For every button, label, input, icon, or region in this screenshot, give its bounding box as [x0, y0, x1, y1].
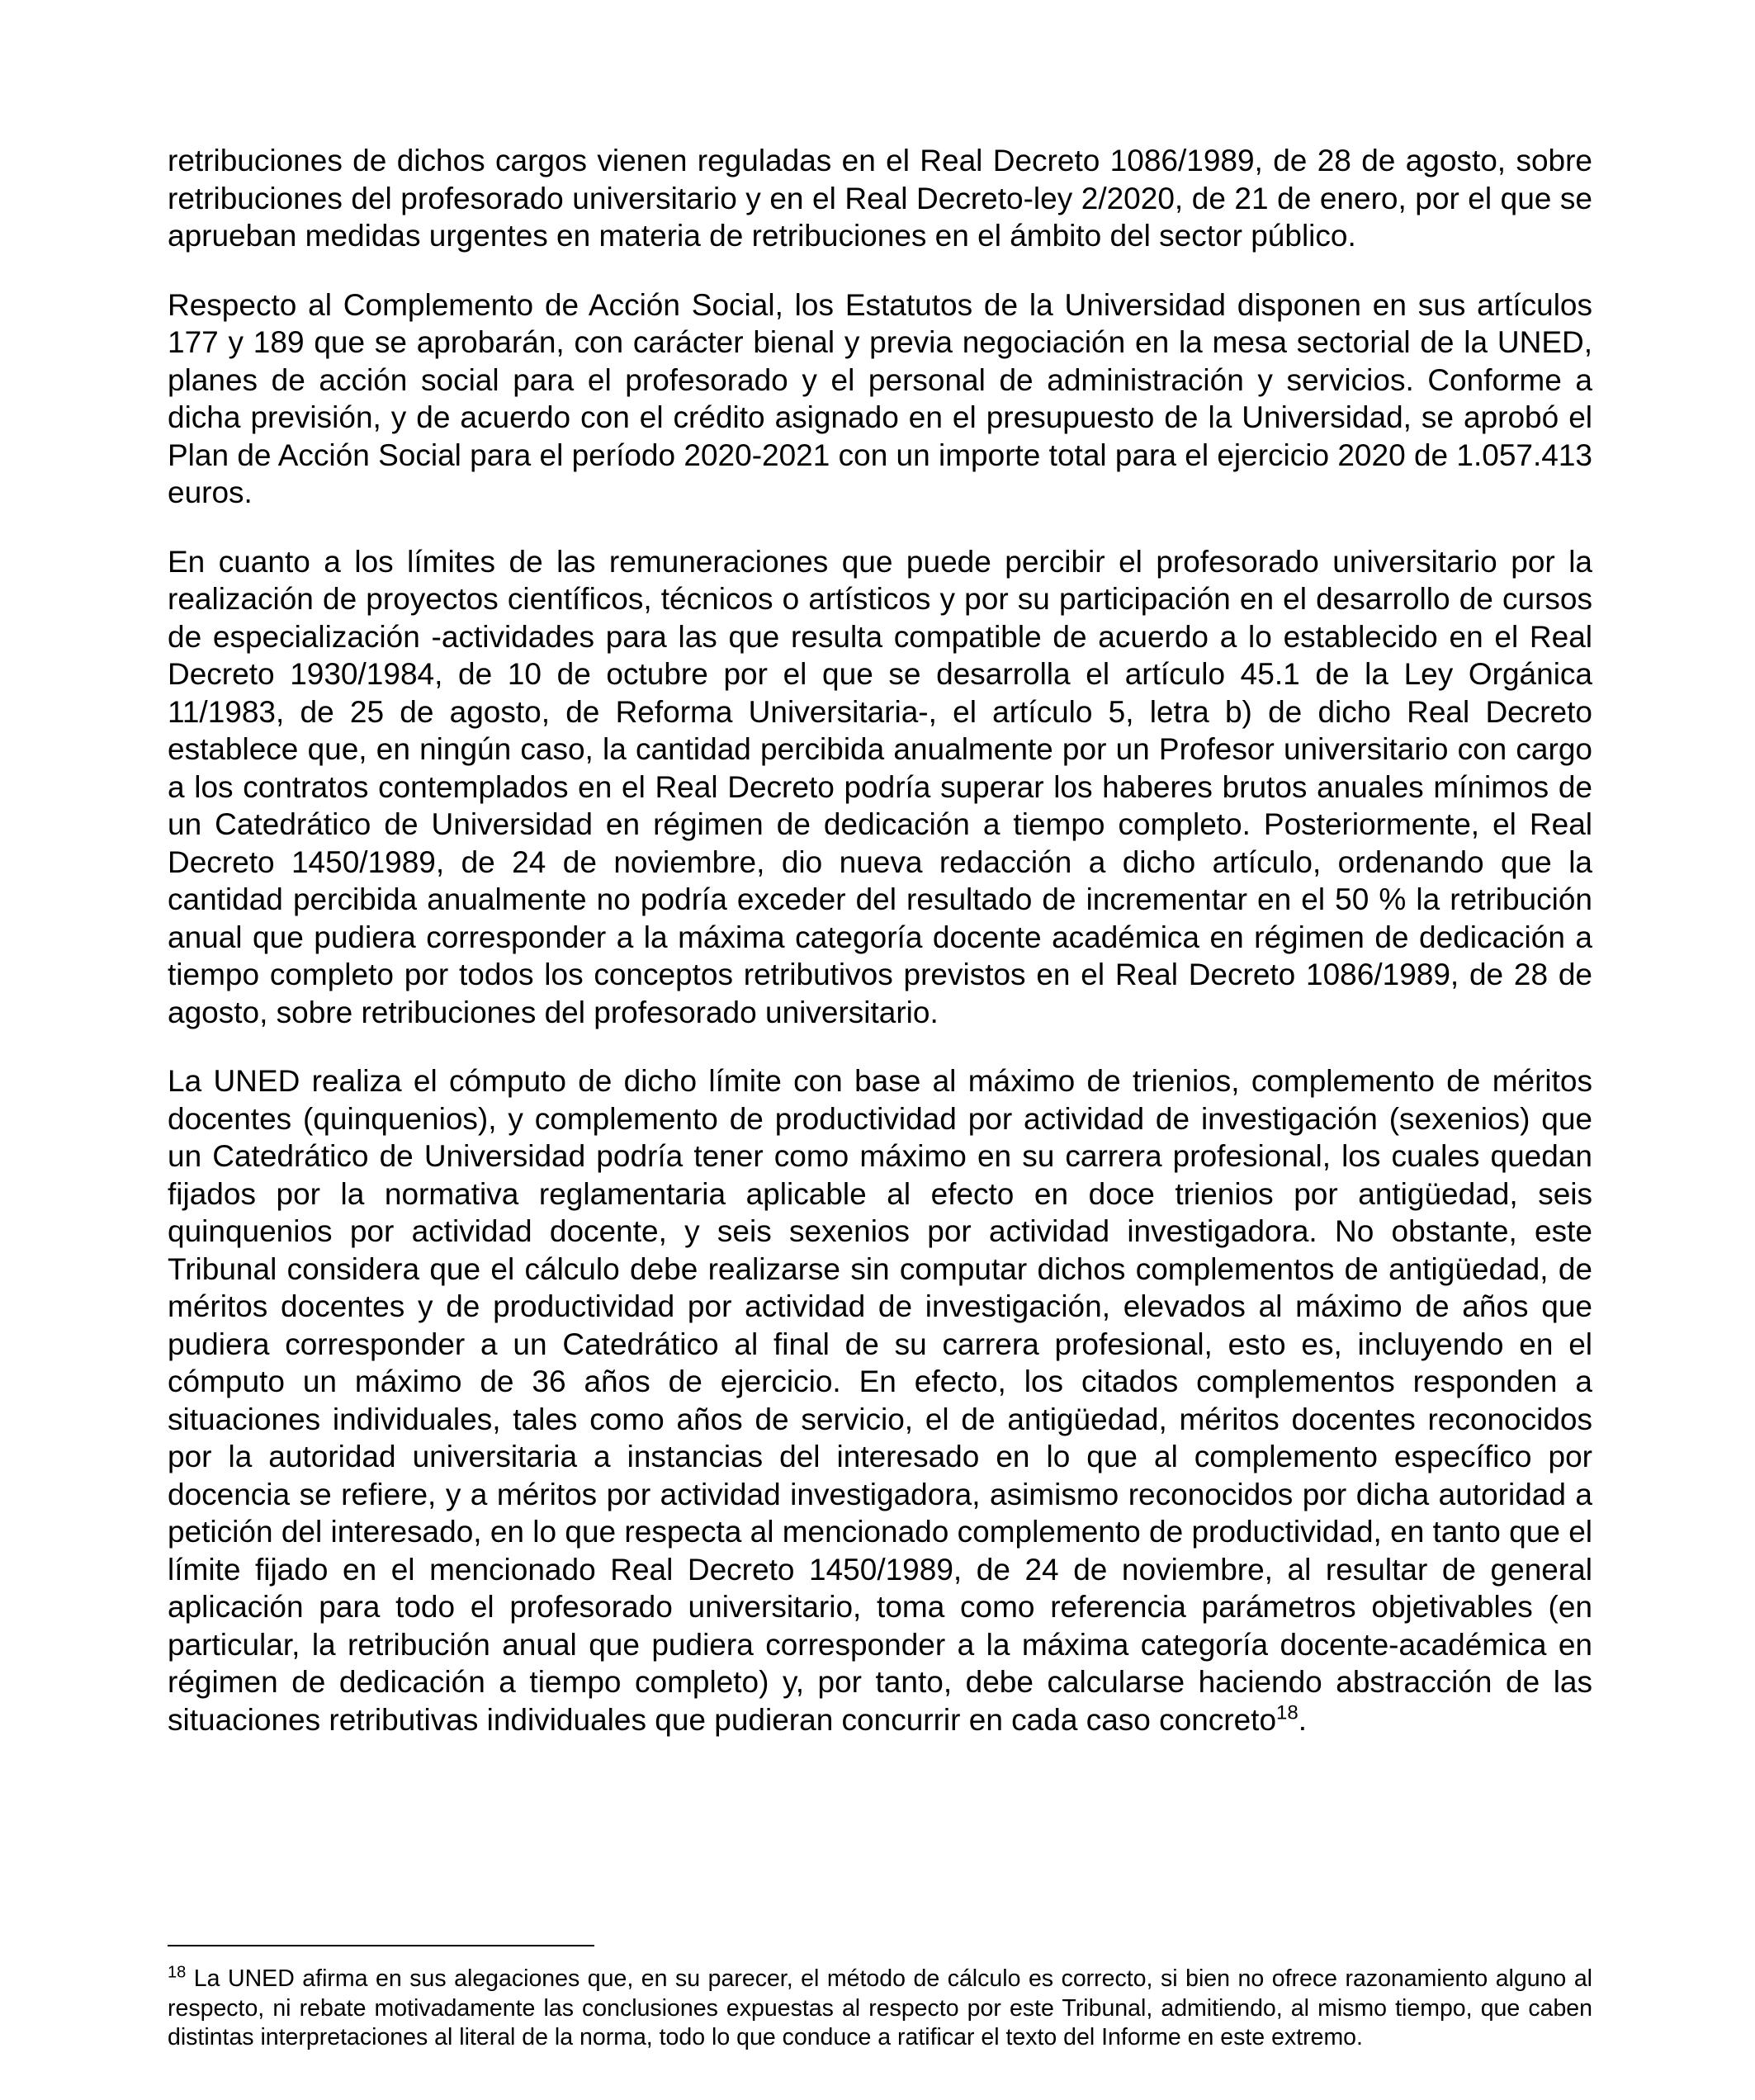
paragraph-computo-end: .	[1298, 1702, 1308, 1737]
paragraph-accion-social: Respecto al Complemento de Acción Social, los Estatutos de la Universidad disponen en sus artículos 177 y 189 que se aprobarán, con carácter bienal y previa negociación en la mesa sectorial de la UNED, planes de acción social para el profesorado y el personal de administración y servicios. Conforme a dicha previsión, y de acuerdo con el crédito asignado en el presupuesto de la Universidad, se aprobó el Plan de Acción Social para el período 2020-2021 con un importe total para el ejercicio 2020 de 1.057.413 euros.	[168, 287, 1592, 509]
paragraph-computo-limite	[168, 1062, 1592, 1738]
footnote-18	[168, 1965, 1592, 2053]
footnote-separator	[168, 1945, 594, 1946]
paragraph-retribuciones: retribuciones de dichos cargos vienen reguladas en el Real Decreto 1086/1989, de 28 de agosto, sobre retribuciones del profesorado universitario y en el Real Decreto-ley 2/2020, de 21 de enero, por el que se aprueban medidas urgentes en materia de retribuciones en el ámbito del sector público.	[168, 144, 1592, 253]
document-body	[168, 142, 1592, 1770]
footnote-area	[168, 1945, 1592, 2053]
footnote-reference[interactable]: 18	[1276, 1701, 1299, 1724]
paragraph-computo-text: La UNED realiza el cómputo de dicho límite con base al máximo de trienios, complemento de méritos docentes (quinquenios), y complemento de productividad por actividad de investigación (sexenios) que un Catedrático de Universidad podría tener como máximo en su carrera profesional, los cuales quedan fijados por la normativa reglamentaria aplicable al efecto en doce trienios por antigüedad, seis quinquenios por actividad docente, y seis sexenios por actividad investigadora. No obstante, este Tribunal considera que el cálculo debe realizarse sin computar dichos complementos de antigüedad, de méritos docentes y de productividad por actividad de investigación, elevados al máximo de años que pudiera corresponder a un Catedrático al final de su carrera profesional, esto es, incluyendo en el cómputo un máximo de 36 años de ejercicio. En efecto, los citados complementos responden a situaciones individuales, tales como años de servicio, el de antigüedad, méritos docentes reconocidos por la autoridad universitaria a instancias del interesado en lo que al complemento específico por docencia se refiere, y a méritos por actividad investigadora, asimismo reconocidos por dicha autoridad a petición del interesado, en lo que respecta al mencionado complemento de productividad, en tanto que el límite fijado en el mencionado Real Decreto 1450/1989, de 24 de noviembre, al resultar de general aplicación para todo el profesorado universitario, toma como referencia parámetros objetivables (en particular, la retribución anual que pudiera corresponder a la máxima categoría docente-académica en régimen de dedicación a tiempo completo) y, por tanto, debe calcularse haciendo abstracción de las situaciones retributivas individuales que pudieran concurrir en cada caso concreto	[168, 1064, 1592, 1737]
footnote-number: 18	[168, 1963, 187, 1982]
footnote-text: La UNED afirma en sus alegaciones que, en su parecer, el método de cálculo es correcto, si bien no ofrece razonamiento alguno al respecto, ni rebate motivadamente las conclusiones expuestas al respecto por este Tribunal, admitiendo, al mismo tiempo, que caben distintas interpretaciones al literal de la norma, todo lo que conduce a ratificar el texto del Informe en este extremo.	[168, 1965, 1592, 2050]
paragraph-limites-remuneraciones: En cuanto a los límites de las remuneraciones que puede percibir el profesorado universitario por la realización de proyectos científicos, técnicos o artísticos y por su participación en el desarrollo de cursos de especialización -actividades para las que resulta compatible de acuerdo a lo establecido en el Real Decreto 1930/1984, de 10 de octubre por el que se desarrolla el artículo 45.1 de la Ley Orgánica 11/1983, de 25 de agosto, de Reforma Universitaria-, el artículo 5, letra b) de dicho Real Decreto establece que, en ningún caso, la cantidad percibida anualmente por un Profesor universitario con cargo a los contratos contemplados en el Real Decreto podría superar los haberes brutos anuales mínimos de un Catedrático de Universidad en régimen de dedicación a tiempo completo. Posteriormente, el Real Decreto 1450/1989, de 24 de noviembre, dio nueva redacción a dicho artículo, ordenando que la cantidad percibida anualmente no podría exceder del resultado de incrementar en el 50 % la retribución anual que pudiera corresponder a la máxima categoría docente académica en régimen de dedicación a tiempo completo por todos los conceptos retributivos previstos en el Real Decreto 1086/1989, de 28 de agosto, sobre retribuciones del profesorado universitario.	[168, 544, 1592, 1029]
